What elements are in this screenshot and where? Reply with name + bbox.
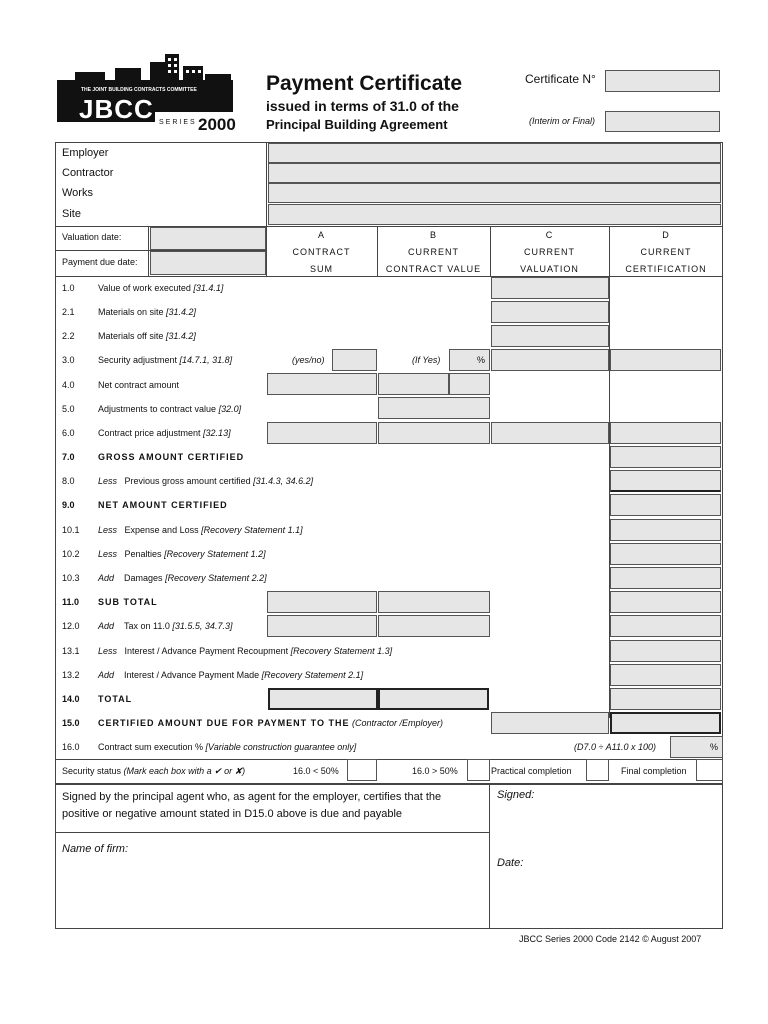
- d-8-0-field[interactable]: [610, 470, 721, 492]
- security-status-label: Security status: [62, 766, 122, 776]
- row-desc: GROSS AMOUNT CERTIFIED: [98, 452, 245, 462]
- row-ref: [32.13]: [200, 428, 231, 438]
- d-10-3-field[interactable]: [610, 567, 721, 589]
- d-12-0-field[interactable]: [610, 615, 721, 637]
- practical-completion-checkbox[interactable]: [586, 759, 609, 781]
- d-13-2-field[interactable]: [610, 664, 721, 686]
- row-ref: (Contractor /Employer): [349, 718, 444, 728]
- signature-statement: [62, 789, 441, 823]
- row-desc: Interest / Advance Payment Recoupment: [124, 646, 289, 656]
- employer-field[interactable]: [268, 143, 721, 163]
- practical-completion-label: Practical completion: [491, 766, 572, 776]
- logo-committee: THE JOINT BUILDING CONTRACTS COMMITTEE: [81, 87, 197, 93]
- execution-formula: (D7.0 ÷ A11.0 x 100): [574, 742, 656, 752]
- row-desc: Damages: [124, 573, 163, 583]
- works-field[interactable]: [268, 183, 721, 203]
- row-number: 2.1: [62, 307, 75, 317]
- row-number: 13.2: [62, 670, 80, 680]
- row-number: 15.0: [62, 718, 80, 728]
- contractor-field[interactable]: [268, 163, 721, 183]
- row-ref: [Recovery Statement 2.2]: [162, 573, 267, 583]
- a-4-0-field[interactable]: [267, 373, 377, 395]
- percent-sign: %: [477, 355, 486, 365]
- signed-label: Signed:: [497, 789, 535, 801]
- row-number: 7.0: [62, 452, 75, 462]
- row-desc: Previous gross amount certified: [124, 476, 251, 486]
- c-2-1-field[interactable]: [491, 301, 609, 323]
- row-number: 12.0: [62, 621, 80, 631]
- certificate-no-label: Certificate N°: [525, 72, 596, 86]
- name-of-firm-label: Name of firm:: [62, 843, 129, 855]
- column-d-header: D CURRENT CERTIFICATION: [625, 230, 707, 274]
- d-11-0-field[interactable]: [610, 591, 721, 613]
- opt-more-50-checkbox[interactable]: [467, 759, 490, 781]
- yes-no-label: (yes/no): [292, 355, 325, 365]
- row-ref: [31.4.1]: [190, 283, 224, 293]
- subtitle-line1: issued in terms of 31.0 of the: [266, 98, 459, 114]
- row-prefix: Less: [98, 646, 118, 656]
- row-desc: NET AMOUNT CERTIFIED: [98, 500, 228, 510]
- employer-label: Employer: [62, 147, 109, 159]
- d-9-0-field[interactable]: [610, 494, 721, 516]
- row-desc: Adjustments to contract value: [98, 404, 217, 414]
- row-prefix: Add: [98, 573, 115, 583]
- row-desc: Tax on 11.0: [124, 621, 170, 631]
- row-ref: [31.4.3, 34.6.2]: [250, 476, 314, 486]
- d-10-1-field[interactable]: [610, 519, 721, 541]
- row-number: 16.0: [62, 742, 80, 752]
- row-desc: Penalties: [124, 549, 162, 559]
- c-1-0-field[interactable]: [491, 277, 609, 299]
- site-field[interactable]: [268, 204, 721, 225]
- row-desc: Materials on site: [98, 307, 164, 317]
- row-desc: Contract price adjustment: [98, 428, 201, 438]
- row-number: 10.1: [62, 525, 80, 535]
- opt-less-50-checkbox[interactable]: [347, 759, 377, 781]
- row-desc: SUB TOTAL: [98, 597, 158, 607]
- d-7-0-field[interactable]: [610, 446, 721, 468]
- b-4-0-pct-field[interactable]: [449, 373, 490, 395]
- security-status-hint: (Mark each box with a ✔ or ✘): [123, 766, 246, 776]
- row-prefix: Less: [98, 525, 118, 535]
- final-completion-label: Final completion: [621, 766, 687, 776]
- payment-due-date-label: Payment due date:: [62, 257, 138, 267]
- jbcc-logo: [55, 52, 235, 136]
- row-desc: CERTIFIED AMOUNT DUE FOR PAYMENT TO THE: [98, 718, 350, 728]
- row-ref: [31.4.2]: [163, 331, 196, 341]
- signature-statement-line1: Signed by the principal agent who, as agent for the employer, certifies that the: [62, 791, 442, 803]
- row-ref: [Variable construction guarantee only]: [203, 742, 357, 752]
- footer-code: JBCC Series 2000 Code 2142 © August 2007: [519, 934, 702, 944]
- row-number: 10.2: [62, 549, 80, 559]
- logo-brand: JBCC: [79, 94, 154, 124]
- row-number: 9.0: [62, 500, 75, 510]
- b-6-0-field[interactable]: [378, 422, 490, 444]
- row-number: 14.0: [62, 694, 80, 704]
- row-ref: [Recovery Statement 1.3]: [288, 646, 393, 656]
- works-label: Works: [62, 187, 93, 199]
- row-number: 3.0: [62, 355, 75, 365]
- b-12-0-field[interactable]: [378, 615, 490, 637]
- row-number: 6.0: [62, 428, 75, 438]
- logo-series-num: 2000: [198, 115, 236, 134]
- logo-series-word: SERIES: [159, 119, 197, 126]
- row-desc: Contract sum execution %: [98, 742, 204, 752]
- if-yes-label: (If Yes): [412, 355, 441, 365]
- row-ref: [31.4.2]: [163, 307, 197, 317]
- row-prefix: Add: [98, 670, 115, 680]
- a-6-0-field[interactable]: [267, 422, 377, 444]
- row-desc: Expense and Loss: [124, 525, 199, 535]
- valuation-date-label: Valuation date:: [62, 232, 122, 242]
- signature-statement-line2: positive or negative amount stated in D15.0 above is due and payable: [62, 808, 403, 820]
- row-desc: Value of work executed: [98, 283, 191, 293]
- row-desc: TOTAL: [98, 694, 133, 704]
- final-completion-checkbox[interactable]: [696, 759, 723, 781]
- payment-due-date-field[interactable]: [150, 251, 266, 275]
- certificate-no-field[interactable]: [605, 70, 720, 92]
- page-title: Payment Certificate: [266, 72, 463, 95]
- row-ref: [14.7.1, 31.8]: [177, 355, 233, 365]
- row-desc: Security adjustment: [98, 355, 178, 365]
- c-3-0-field[interactable]: [491, 349, 609, 371]
- column-b-header: B CURRENT CONTRACT VALUE: [385, 230, 482, 274]
- row-prefix: Less: [98, 476, 118, 486]
- row-prefix: Less: [98, 549, 118, 559]
- row-desc: Net contract amount: [98, 380, 180, 390]
- row-prefix: Add: [98, 621, 115, 631]
- row-number: 1.0: [62, 283, 75, 293]
- d-15-0-field[interactable]: [610, 712, 721, 734]
- column-a-header: A CONTRACT SUM: [292, 230, 351, 274]
- execution-percent-sign: %: [710, 742, 719, 752]
- row-number: 4.0: [62, 380, 75, 390]
- row-ref: [Recovery Statement 1.1]: [198, 525, 303, 535]
- opt-more-50-label: 16.0 > 50%: [412, 766, 458, 776]
- b-5-0-field[interactable]: [378, 397, 490, 419]
- a-11-0-field[interactable]: [267, 591, 377, 613]
- row-ref: [31.5.5, 34.7.3]: [169, 621, 233, 631]
- row-number: 10.3: [62, 573, 80, 583]
- security-yes-no-field[interactable]: [332, 349, 377, 371]
- subtitle-line2: Principal Building Agreement: [266, 117, 448, 132]
- b-4-0-field[interactable]: [378, 373, 449, 395]
- row-number: 13.1: [62, 646, 80, 656]
- column-c-header: C CURRENT VALUATION: [520, 230, 579, 274]
- valuation-date-field[interactable]: [150, 227, 266, 250]
- row-desc: Materials off site: [98, 331, 164, 341]
- row-ref: [Recovery Statement 1.2]: [161, 549, 266, 559]
- d-6-0-field[interactable]: [610, 422, 721, 444]
- row-number: 8.0: [62, 476, 75, 486]
- a-14-0-field[interactable]: [268, 688, 378, 710]
- security-status: [62, 766, 245, 777]
- d-13-1-field[interactable]: [610, 640, 721, 662]
- d-14-0-field[interactable]: [610, 688, 721, 710]
- row-desc: Interest / Advance Payment Made: [124, 670, 260, 680]
- c-2-2-field[interactable]: [491, 325, 609, 347]
- c-15-0-field[interactable]: [491, 712, 609, 734]
- row-number: 11.0: [62, 597, 80, 607]
- site-label: Site: [62, 208, 81, 220]
- row-number: 2.2: [62, 331, 75, 341]
- opt-less-50-label: 16.0 < 50%: [293, 766, 339, 776]
- row-number: 5.0: [62, 404, 75, 414]
- contractor-label: Contractor: [62, 167, 114, 179]
- d-3-0-field[interactable]: [610, 349, 721, 371]
- date-label: Date:: [497, 857, 524, 869]
- d-10-2-field[interactable]: [610, 543, 721, 565]
- c-6-0-field[interactable]: [491, 422, 609, 444]
- b-11-0-field[interactable]: [378, 591, 490, 613]
- a-12-0-field[interactable]: [267, 615, 377, 637]
- interim-final-label: (Interim or Final): [529, 116, 596, 126]
- row-ref: [32.0]: [216, 404, 242, 414]
- b-14-0-field[interactable]: [378, 688, 489, 710]
- row-ref: [Recovery Statement 2.1]: [259, 670, 364, 680]
- interim-final-field[interactable]: [605, 111, 720, 132]
